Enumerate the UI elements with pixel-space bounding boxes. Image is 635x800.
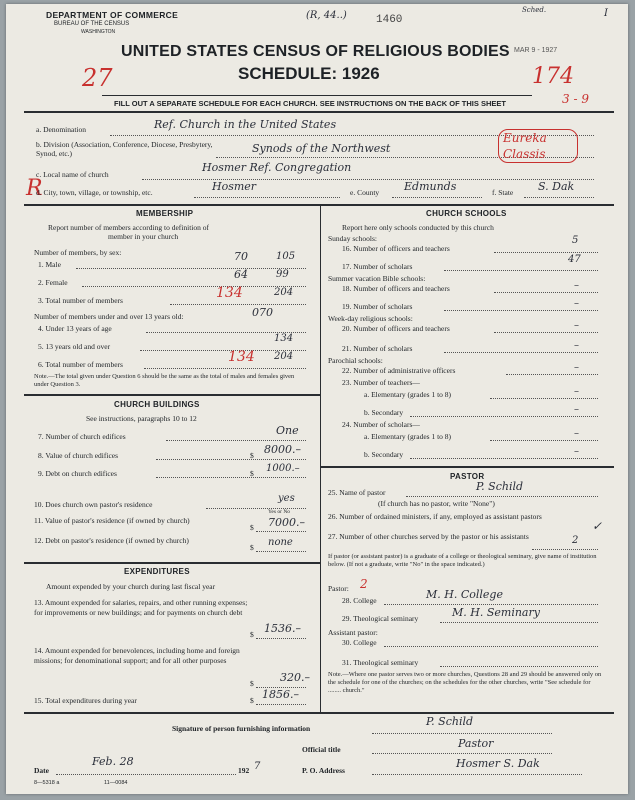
bureau-label: BUREAU OF THE CENSUS: [54, 21, 130, 27]
buildings-intro: See instructions, paragraphs 10 to 12: [86, 414, 197, 423]
q17-label: 17. Number of scholars: [342, 262, 413, 271]
year-value: 7: [254, 761, 261, 772]
county-value: Edmunds: [404, 180, 457, 193]
q16-label: 16. Number of officers and teachers: [342, 244, 450, 253]
red-number-right: 174: [532, 64, 574, 89]
membership-note: Note.—The total given under Question 6 should be the same as the total of males and females given under Question 3.: [34, 373, 295, 388]
q27-label: 27. Number of other churches served by the pastor or his assistants: [328, 532, 529, 541]
local-name-value: Hosmer Ref. Congregation: [202, 161, 352, 174]
signature-label: Signature of person furnishing information: [172, 724, 311, 733]
year-label: 192: [238, 766, 250, 775]
po-address-value: Hosmer S. Dak: [456, 757, 540, 770]
q23a-label: a. Elementary (grades 1 to 8): [364, 390, 452, 399]
division-label: b. Division (Association, Conference, Diocese, Presbytery, Synod, etc.): [36, 140, 213, 158]
pastor-subheading: Pastor:: [328, 584, 349, 593]
q27-value: 2: [572, 535, 579, 546]
q15-label: 15. Total expenditures during year: [34, 696, 137, 705]
buildings-heading: CHURCH BUILDINGS: [114, 400, 200, 409]
q18-label: 18. Number of officers and teachers: [342, 284, 450, 293]
q21-label: 21. Number of scholars: [342, 344, 413, 353]
q1-male-alt: 105: [276, 251, 296, 262]
city-label: WASHINGTON: [81, 29, 116, 35]
q29-value: M. H. Seminary: [452, 606, 540, 619]
city-town-label: d. City, town, village, or township, etc.: [36, 188, 153, 197]
sunday-schools-label: Sunday schools:: [328, 234, 377, 243]
schools-heading: CHURCH SCHOOLS: [426, 209, 507, 218]
official-title-label: Official title: [302, 745, 341, 754]
q25-note: (If church has no pastor, write "None"): [378, 499, 495, 508]
pastor-red-mark: 2: [360, 577, 368, 591]
schools-intro: Report here only schools conducted by this church: [342, 223, 494, 232]
q23b-label: b. Secondary: [364, 408, 404, 417]
form-number: 1460: [376, 14, 403, 26]
q14-value: 320.–: [280, 671, 310, 684]
q1-male-label: 1. Male: [38, 260, 61, 269]
red-number-left: 27: [82, 64, 113, 92]
membership-intro-1: Report number of members according to definition of: [48, 223, 209, 232]
date-value: Feb. 28: [92, 755, 134, 768]
q11-value: 7000.–: [268, 516, 305, 529]
q11-label: 11. Value of pastor's residence (if owned by church): [34, 516, 190, 525]
q5-over-13-label: 5. 13 years old and over: [38, 342, 111, 351]
division-value: Synods of the Northwest: [252, 142, 391, 155]
expenditures-heading: EXPENDITURES: [124, 567, 190, 576]
q25-value: P. Schild: [476, 480, 524, 493]
under-over-label: Number of members under and over 13 years old:: [34, 312, 184, 321]
graduate-note: If pastor (or assistant pastor) is a graduate of a college or theological seminary, give name of institution below. (If not a graduate, write "No" in the space indicated.): [328, 553, 597, 568]
top-note: (R, 44..): [306, 10, 347, 21]
weekday-schools-label: Week-day religious schools:: [328, 314, 413, 323]
q19-label: 19. Number of scholars: [342, 302, 413, 311]
signature-value: P. Schild: [426, 715, 474, 728]
q8-value: 8000.–: [264, 443, 301, 456]
department-label: DEPARTMENT OF COMMERCE: [46, 10, 179, 20]
state-value: S. Dak: [538, 180, 575, 193]
q13-label: 13. Amount expended for salaries, repairs, and other running expenses; for improvements or new buildings; and for payments on church debt: [34, 598, 248, 617]
q2-female-alt: 99: [276, 269, 289, 280]
q1-male-value: 70: [234, 250, 248, 263]
q3-total-value: 134: [216, 285, 243, 301]
q14-label: 14. Amount expended for benevolences, including home and foreign missions; for denominational support; and for all other purposes: [34, 646, 240, 665]
division-red-note: Eureka Classis: [498, 129, 578, 163]
instruction-banner: FILL OUT A SEPARATE SCHEDULE FOR EACH CHURCH. SEE INSTRUCTIONS ON THE BACK OF THIS SHEET: [114, 99, 506, 108]
q12-label: 12. Debt on pastor's residence (if owned by church): [34, 536, 189, 545]
q13-value: 1536.–: [264, 622, 301, 635]
q25-label: 25. Name of pastor: [328, 488, 386, 497]
q7-value: One: [276, 424, 299, 437]
q28-label: 28. College: [342, 596, 377, 605]
local-name-label: c. Local name of church: [36, 170, 109, 179]
date-label: Date: [34, 766, 49, 775]
q26-check: ✓: [592, 519, 603, 533]
red-fraction: 3 - 9: [562, 92, 589, 106]
schedule-title: SCHEDULE: 1926: [238, 64, 380, 83]
yes-no-caption: Yes or No: [268, 509, 291, 515]
q16-value: 5: [572, 235, 579, 246]
q22-label: 22. Number of administrative officers: [342, 366, 456, 375]
expenditures-intro: Amount expended by your church during last fiscal year: [46, 582, 216, 591]
parochial-schools-label: Parochial schools:: [328, 356, 383, 365]
q17-value: 47: [568, 254, 581, 265]
q3-total-alt: 204: [274, 287, 294, 298]
membership-intro-2: member in your church: [108, 232, 179, 241]
official-title-value: Pastor: [458, 737, 494, 750]
form-code: 8—5318 a: [34, 780, 60, 786]
pastor-note: Note.—Where one pastor serves two or more churches, Questions 28 and 29 should be answered only on the schedule for one of the churches; on the schedules for the other churches, write "See schedule for ........ church.": [328, 671, 602, 694]
q8-label: 8. Value of church edifices: [38, 451, 119, 460]
assistant-subheading: Assistant pastor:: [328, 628, 378, 637]
q15-value: 1856.–: [262, 688, 299, 701]
denomination-value: Ref. Church in the United States: [154, 118, 337, 131]
q24a-label: a. Elementary (grades 1 to 8): [364, 432, 452, 441]
q12-value: none: [268, 537, 293, 548]
q2-female-label: 2. Female: [38, 278, 68, 287]
city-town-value: Hosmer: [212, 180, 257, 193]
county-label: e. County: [350, 188, 380, 197]
q3-total-label: 3. Total number of members: [38, 296, 123, 305]
q24-label: 24. Number of scholars—: [342, 420, 420, 429]
state-label: f. State: [492, 188, 514, 197]
q29-label: 29. Theological seminary: [342, 614, 419, 623]
q30-label: 30. College: [342, 638, 377, 647]
q4-under-13-label: 4. Under 13 years of age: [38, 324, 112, 333]
vacation-schools-label: Summer vacation Bible schools:: [328, 274, 426, 283]
q7-label: 7. Number of church edifices: [38, 432, 126, 441]
q24b-label: b. Secondary: [364, 450, 404, 459]
received-stamp: MAR 9 - 1927: [514, 47, 558, 54]
po-address-label: P. O. Address: [302, 766, 345, 775]
q9-value: 1000.–: [266, 463, 300, 474]
under-over-value: 070: [252, 306, 273, 319]
q31-label: 31. Theological seminary: [342, 658, 419, 667]
q5-over-13-value: 134: [274, 333, 294, 344]
q28-value: M. H. College: [426, 588, 503, 601]
q10-label: 10. Does church own pastor's residence: [34, 500, 153, 509]
census-schedule-sheet: DEPARTMENT OF COMMERCE BUREAU OF THE CENSUS WASHINGTON 1460 (R, 44..) Sched. I UNITED STATES CENSUS OF RELIGIOUS BODIES MAR 9 - 1927 SCHEDULE: 1926 27 174 3 - 9 FILL OUT A SEPARATE SCHEDULE FOR EACH CHURCH. SEE INSTRUCTIONS ON THE BACK OF THIS SHEET a. Denomination Ref. Church in the United States b. Division (Association, Conference, Diocese, Presbytery, Synod, etc.) Synods of the Northwest Eureka Classis R c. Local name of church Hosmer Ref. Congregation d. City, town, village, or township, etc. Hosmer e. County Edmunds f. State S. Dak MEMBERSHIP Report number of members according to definition of member in your church Number of members, by sex: 1. Male 70 105 2. Female 64 99 3. Total number of members 134 204 Number of members under and over 13 years old: 070 4. Under 13 years of age 5. 13 years old and over 134 6. Total number of members 134 204 Note.—The total given under Question 6 should be the same as the total of males and females given under Question 3. CHURCH BUILDINGS See instructions, paragraphs 10 to 12 7. Number of church edifices One 8. Value of church edifices $ 8000.– 9. Debt on church edifices $ 1000.– 10. Does church own pastor's residence yes Yes or No 11. Value of pastor's residence (if owned by church) $ 7000.– 12. Debt on pastor's residence (if owned by church) $ none EXPENDITURES Amount expended by your church during last fiscal year 13. Amount expended for salaries, repairs, and other running expenses; for improvements or new buildings; and for payments on church debt $ 1536.– 14. Amount expended for benevolences, including home and foreign missions; for denominational support; and for all other purposes $ 320.– 15. Total expenditures during year $ 1856.– CHURCH SCHOOLS Report here only schools conducted by this church Sunday schools: 16. Number of officers and teachers 5 17. Number of scholars 47 Summer vacation Bible schools: 18. Number of officers and teachers – 19. Number of scholars – Week-day religious schools: 20. Number of officers and teachers – 21. Number of scholars – Parochial schools: 22. Number of administrative officers – 23. Number of teachers— a. Elementary (grades 1 to 8) – b. Secondary – 24. Number of scholars— a. Elementary (grades 1 to 8) – b. Secondary – PASTOR 25. Name of pastor P. Schild (If church has no pastor, write "None") 26. Number of ordained ministers, if any, employed as assistant pastors ✓ 27. Number of other churches served by the pastor or his assistants 2 If pastor (or assistant pastor) is a graduate of a college or theological seminary, give name of institution below. (If not a graduate, write "No" in the space indicated.) Pastor: 2 28. College M. H. College 29. Theological seminary M. H. Seminary Assistant pastor: 30. College 31. Theological seminary Note.—Where one pastor serves two or more churches, Questions 28 and 29 should be answered only on the schedule for one of the churches; on the schedules for the other churches, write "See schedule for ........ church." Signature of person furnishing information P. Schild Official title Pastor Date Feb. 28 192 7 P. O. Address Hosmer S. Dak 8—5318 a 11—0084: [6, 4, 628, 794]
q6-total-label: 6. Total number of members: [38, 360, 123, 369]
q20-label: 20. Number of officers and teachers: [342, 324, 450, 333]
members-by-sex-label: Number of members, by sex:: [34, 248, 122, 257]
form-code-2: 11—0084: [104, 780, 128, 786]
corner-note: Sched.: [522, 6, 547, 14]
red-r-mark: R: [26, 176, 43, 201]
pastor-heading: PASTOR: [450, 472, 485, 481]
q9-label: 9. Debt on church edifices: [38, 469, 117, 478]
page-title: UNITED STATES CENSUS OF RELIGIOUS BODIES: [121, 43, 510, 60]
q6-total-value: 134: [228, 349, 255, 365]
membership-heading: MEMBERSHIP: [136, 209, 194, 218]
q26-label: 26. Number of ordained ministers, if any, employed as assistant pastors: [328, 512, 542, 521]
q6-total-alt: 204: [274, 351, 294, 362]
q23-label: 23. Number of teachers—: [342, 378, 420, 387]
corner-mark: I: [604, 8, 608, 19]
denomination-label: a. Denomination: [36, 125, 86, 134]
q2-female-value: 64: [234, 268, 248, 281]
q10-value: yes: [278, 493, 295, 504]
